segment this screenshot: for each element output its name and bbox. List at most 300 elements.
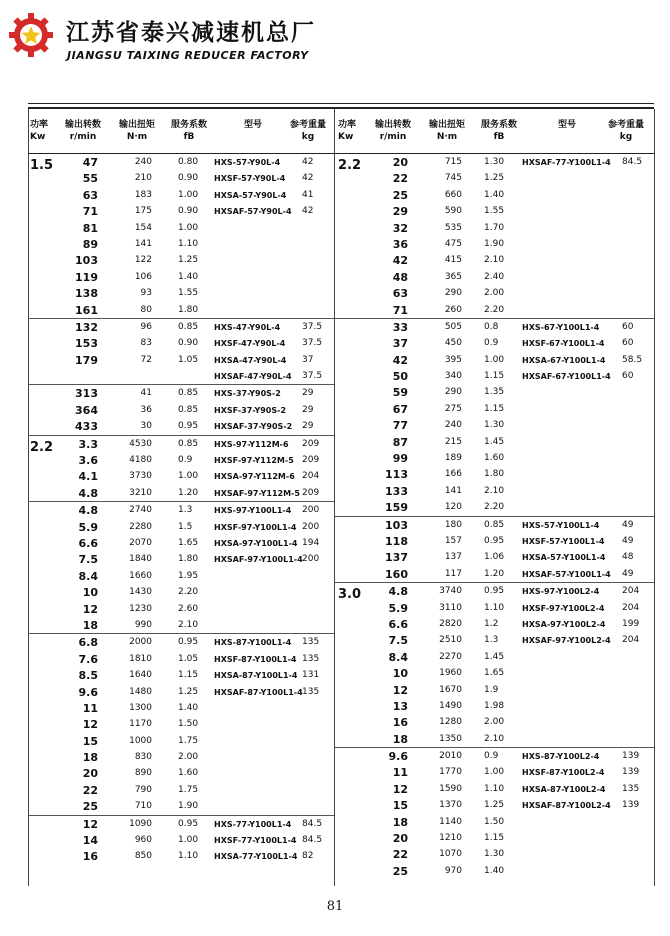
torque-cell: 1210 (439, 833, 462, 844)
table-row (334, 499, 654, 515)
torque-cell: 93 (140, 288, 152, 299)
table-row (28, 749, 334, 765)
weight-cell: 42 (302, 173, 314, 184)
table-row (334, 583, 654, 599)
torque-cell: 1280 (439, 717, 462, 728)
speed-cell: 12 (82, 817, 98, 831)
table-row (334, 335, 654, 351)
weight-cell: 135 (302, 653, 320, 664)
service-factor-cell: 1.00 (484, 354, 505, 365)
table-row (28, 584, 334, 600)
service-factor-cell: 1.15 (484, 833, 505, 844)
torque-cell: 2000 (129, 637, 152, 648)
service-factor-cell: 2.10 (484, 485, 505, 496)
weight-cell: 37.5 (302, 371, 323, 382)
speed-cell: 7.5 (78, 553, 98, 567)
torque-cell: 3730 (129, 471, 152, 482)
speed-cell: 5.9 (388, 601, 408, 615)
service-factor-cell: 1.5 (178, 521, 193, 532)
torque-cell: 1670 (439, 684, 462, 695)
header-torque: 输出扭矩 N·m (118, 120, 155, 142)
speed-cell: 103 (75, 254, 98, 268)
speed-cell: 36 (392, 237, 408, 251)
row-group (28, 319, 334, 386)
table-row (334, 781, 654, 797)
torque-cell: 41 (140, 388, 152, 399)
torque-cell: 96 (140, 321, 152, 332)
header-speed: 输出转数 r/min (374, 120, 411, 142)
table-row (334, 632, 654, 648)
speed-cell: 8.4 (78, 569, 98, 583)
model-cell: HXSA-57-Y90L-4 (214, 190, 287, 200)
speed-cell: 160 (385, 567, 408, 581)
speed-cell: 48 (392, 270, 408, 284)
service-factor-cell: 1.25 (484, 800, 505, 811)
table-row (28, 667, 334, 683)
service-factor-cell: 1.10 (178, 851, 199, 862)
torque-cell: 745 (444, 173, 462, 184)
speed-cell: 4.8 (78, 504, 98, 518)
table-row (28, 220, 334, 236)
torque-cell: 415 (444, 255, 462, 266)
weight-cell: 204 (622, 602, 640, 613)
header-model: 型号 (557, 120, 576, 130)
table-row (334, 665, 654, 681)
service-factor-cell: 1.3 (484, 635, 499, 646)
service-factor-cell: 1.35 (484, 387, 505, 398)
weight-cell: 135 (302, 686, 320, 697)
torque-cell: 1430 (129, 587, 152, 598)
header-speed: 输出转数 r/min (64, 120, 101, 142)
torque-cell: 175 (134, 206, 152, 217)
table-row (28, 848, 334, 864)
speed-cell: 67 (392, 402, 408, 416)
weight-cell: 29 (302, 388, 314, 399)
speed-cell: 42 (392, 254, 408, 268)
torque-cell: 590 (444, 206, 462, 217)
speed-cell: 55 (82, 172, 98, 186)
service-factor-cell: 0.9 (178, 455, 193, 466)
service-factor-cell: 0.95 (484, 586, 505, 597)
speed-cell: 22 (82, 783, 98, 797)
table-row (334, 187, 654, 203)
weight-cell: 42 (302, 206, 314, 217)
torque-cell: 290 (444, 288, 462, 299)
service-factor-cell: 1.9 (484, 684, 499, 695)
service-factor-cell: 1.80 (178, 554, 199, 565)
table-row (334, 269, 654, 285)
speed-cell: 179 (75, 353, 98, 367)
service-factor-cell: 2.00 (484, 717, 505, 728)
service-factor-cell: 1.40 (178, 702, 199, 713)
speed-cell: 50 (392, 370, 408, 384)
model-cell: HXSF-97-Y100L1-4 (214, 522, 297, 532)
torque-cell: 141 (444, 485, 462, 496)
table-row (28, 551, 334, 567)
table-row (334, 616, 654, 632)
speed-cell: 47 (82, 156, 98, 169)
speed-cell: 12 (82, 602, 98, 616)
table-row (334, 748, 654, 764)
service-factor-cell: 0.95 (178, 421, 199, 432)
table-row (28, 651, 334, 667)
service-factor-cell: 1.65 (484, 668, 505, 679)
table-row (334, 517, 654, 533)
service-factor-cell: 2.00 (484, 288, 505, 299)
table-row (334, 830, 654, 846)
weight-cell: 200 (302, 521, 320, 532)
service-factor-cell: 1.65 (178, 537, 199, 548)
model-cell: HXSA-97-Y112M-6 (214, 472, 295, 482)
model-cell: HXSAF-97-Y100L2-4 (522, 636, 611, 646)
torque-cell: 240 (444, 420, 462, 431)
torque-cell: 157 (444, 535, 462, 546)
table-row (28, 733, 334, 749)
table-row (334, 566, 654, 582)
speed-cell: 153 (75, 337, 98, 351)
speed-cell: 137 (385, 551, 408, 565)
service-factor-cell: 1.25 (484, 173, 505, 184)
service-factor-cell: 0.95 (178, 637, 199, 648)
speed-cell: 15 (82, 734, 98, 748)
row-group (28, 502, 334, 634)
speed-cell: 6.6 (388, 617, 408, 631)
header-torque: 输出扭矩 N·m (428, 120, 465, 142)
service-factor-cell: 1.75 (178, 784, 199, 795)
model-cell: HXSAF-37-Y90S-2 (214, 422, 293, 432)
torque-cell: 365 (444, 271, 462, 282)
service-factor-cell: 0.90 (178, 173, 199, 184)
table-row (334, 384, 654, 400)
service-factor-cell: 0.9 (484, 338, 499, 349)
model-cell: HXSA-97-Y100L1-4 (214, 538, 298, 548)
speed-cell: 364 (75, 403, 98, 417)
service-factor-cell: 2.20 (178, 587, 199, 598)
service-factor-cell: 2.40 (484, 271, 505, 282)
speed-cell: 20 (82, 767, 98, 781)
model-cell: HXSAF-87-Y100L1-4 (214, 687, 303, 697)
table-row (28, 684, 334, 700)
row-group (334, 154, 654, 319)
torque-cell: 1770 (439, 767, 462, 778)
speed-cell: 42 (392, 353, 408, 367)
power-label: 2.2 (30, 439, 54, 455)
weight-cell: 49 (622, 535, 634, 546)
model-cell: HXSA-57-Y100L1-4 (522, 553, 606, 563)
model-cell: HXSAF-97-Y100L1-4 (214, 555, 303, 565)
weight-cell: 58.5 (622, 354, 643, 365)
header-power: 功率 Kw (338, 120, 357, 142)
torque-cell: 2010 (439, 751, 462, 762)
torque-cell: 141 (134, 238, 152, 249)
table-row (28, 269, 334, 285)
service-factor-cell: 1.20 (484, 568, 505, 579)
table-row (28, 154, 334, 170)
speed-cell: 25 (392, 188, 408, 202)
torque-cell: 1960 (439, 668, 462, 679)
service-factor-cell: 1.80 (178, 304, 199, 315)
torque-cell: 1070 (439, 849, 462, 860)
service-factor-cell: 1.60 (178, 768, 199, 779)
table-row (334, 600, 654, 616)
model-cell: HXS-57-Y100L1-4 (522, 520, 600, 530)
torque-cell: 154 (134, 222, 152, 233)
service-factor-cell: 1.15 (178, 670, 199, 681)
speed-cell: 159 (385, 501, 408, 515)
weight-cell: 135 (302, 637, 320, 648)
table-row (334, 434, 654, 450)
service-factor-cell: 1.25 (178, 686, 199, 697)
torque-cell: 2740 (129, 505, 152, 516)
speed-cell: 161 (75, 303, 98, 317)
torque-cell: 1090 (129, 818, 152, 829)
torque-cell: 960 (134, 835, 152, 846)
weight-cell: 139 (622, 767, 640, 778)
header-factor: 服务系数 fB (480, 120, 517, 142)
table-row (28, 452, 334, 468)
speed-cell: 4.1 (78, 470, 98, 484)
model-cell: HXSF-37-Y90S-2 (214, 405, 287, 415)
row-group (28, 385, 334, 435)
torque-cell: 180 (444, 519, 462, 530)
speed-cell: 13 (392, 699, 408, 713)
model-cell: HXSF-97-Y100L2-4 (522, 603, 605, 613)
torque-cell: 275 (444, 403, 462, 414)
speed-cell: 4.8 (78, 486, 98, 500)
model-cell: HXSF-97-Y112M-5 (214, 456, 294, 466)
table-row (28, 352, 334, 368)
table-row (28, 832, 334, 848)
service-factor-cell: 1.20 (178, 487, 199, 498)
header-power: 功率 Kw (30, 120, 49, 142)
torque-cell: 183 (134, 189, 152, 200)
torque-cell: 166 (444, 469, 462, 480)
service-factor-cell: 1.00 (178, 189, 199, 200)
torque-cell: 340 (444, 371, 462, 382)
service-factor-cell: 1.15 (484, 371, 505, 382)
weight-cell: 139 (622, 800, 640, 811)
weight-cell: 60 (622, 338, 634, 349)
table-row (334, 220, 654, 236)
torque-cell: 2270 (439, 651, 462, 662)
weight-cell: 60 (622, 321, 634, 332)
service-factor-cell: 0.85 (178, 438, 199, 449)
weight-cell: 29 (302, 404, 314, 415)
torque-cell: 1810 (129, 653, 152, 664)
speed-cell: 16 (82, 850, 98, 864)
table-row (28, 798, 334, 814)
header-weight: 参考重量 kg (607, 120, 644, 142)
torque-cell: 1490 (439, 700, 462, 711)
speed-cell: 20 (392, 156, 408, 169)
speed-cell: 12 (82, 718, 98, 732)
service-factor-cell: 2.00 (178, 752, 199, 763)
torque-cell: 189 (444, 453, 462, 464)
page-number: 81 (326, 899, 344, 914)
service-factor-cell: 1.30 (484, 420, 505, 431)
weight-cell: 41 (302, 189, 314, 200)
weight-cell: 37.5 (302, 338, 323, 349)
weight-cell: 84.5 (622, 157, 643, 167)
torque-cell: 710 (134, 801, 152, 812)
model-cell: HXSA-97-Y100L2-4 (522, 619, 606, 629)
service-factor-cell: 1.05 (178, 354, 199, 365)
model-cell: HXSAF-57-Y100L1-4 (522, 569, 611, 579)
torque-cell: 535 (444, 222, 462, 233)
row-group (334, 319, 654, 517)
table-row (334, 203, 654, 219)
service-factor-cell: 0.85 (178, 321, 199, 332)
speed-cell: 16 (392, 716, 408, 730)
service-factor-cell: 1.80 (484, 469, 505, 480)
table-row (28, 170, 334, 186)
service-factor-cell: 1.06 (484, 552, 505, 563)
speed-cell: 18 (82, 618, 98, 632)
table-row (28, 436, 334, 452)
table-row (28, 285, 334, 301)
table-row (334, 401, 654, 417)
table-row (28, 485, 334, 501)
torque-cell: 2510 (439, 635, 462, 646)
service-factor-cell: 0.9 (484, 751, 499, 762)
speed-cell: 63 (82, 188, 98, 202)
weight-cell: 204 (622, 586, 640, 597)
table-row (28, 236, 334, 252)
table-row (28, 568, 334, 584)
table-row (334, 285, 654, 301)
speed-cell: 5.9 (78, 520, 98, 534)
weight-cell: 199 (622, 618, 640, 629)
model-cell: HXSAF-57-Y90L-4 (214, 207, 292, 217)
power-label: 3.0 (338, 587, 362, 603)
speed-cell: 32 (392, 221, 408, 235)
torque-cell: 890 (134, 768, 152, 779)
speed-cell: 14 (82, 834, 98, 848)
service-factor-cell: 0.90 (178, 338, 199, 349)
table-row (334, 483, 654, 499)
weight-cell: 84.5 (302, 818, 323, 829)
table-row (334, 450, 654, 466)
service-factor-cell: 0.80 (178, 157, 199, 167)
model-cell: HXSA-77-Y100L1-4 (214, 852, 298, 862)
table-row (334, 863, 654, 879)
model-cell: HXSAF-87-Y100L2-4 (522, 801, 611, 811)
torque-cell: 137 (444, 552, 462, 563)
speed-cell: 18 (392, 815, 408, 829)
table-row (28, 519, 334, 535)
model-cell: HXSAF-67-Y100L1-4 (522, 372, 611, 382)
model-cell: HXSF-87-Y100L1-4 (214, 654, 297, 664)
torque-cell: 475 (444, 238, 462, 249)
torque-cell: 830 (134, 752, 152, 763)
model-cell: HXSF-57-Y100L1-4 (522, 536, 605, 546)
service-factor-cell: 1.45 (484, 651, 505, 662)
weight-cell: 200 (302, 505, 320, 516)
service-factor-cell: 0.95 (484, 535, 505, 546)
speed-cell: 29 (392, 205, 408, 219)
row-group (28, 634, 334, 815)
speed-cell: 6.6 (78, 536, 98, 550)
speed-cell: 132 (75, 320, 98, 334)
torque-cell: 2820 (439, 618, 462, 629)
table-row (334, 154, 654, 170)
table-row (28, 368, 334, 384)
model-cell: HXS-87-Y100L2-4 (522, 752, 600, 762)
torque-cell: 2280 (129, 521, 152, 532)
service-factor-cell: 1.75 (178, 735, 199, 746)
table-row (28, 765, 334, 781)
service-factor-cell: 1.10 (484, 602, 505, 613)
service-factor-cell: 1.05 (178, 653, 199, 664)
table-row (334, 170, 654, 186)
torque-cell: 395 (444, 354, 462, 365)
speed-cell: 6.8 (78, 636, 98, 650)
service-factor-cell: 1.30 (484, 849, 505, 860)
torque-cell: 215 (444, 436, 462, 447)
service-factor-cell: 1.15 (484, 403, 505, 414)
torque-cell: 1350 (439, 733, 462, 744)
speed-cell: 119 (75, 270, 98, 284)
torque-cell: 790 (134, 784, 152, 795)
speed-cell: 10 (392, 667, 408, 681)
speed-cell: 18 (392, 732, 408, 746)
table-row (334, 252, 654, 268)
model-cell: HXS-37-Y90S-2 (214, 389, 281, 399)
torque-cell: 120 (444, 502, 462, 513)
torque-cell: 715 (444, 157, 462, 167)
torque-cell: 1660 (129, 570, 152, 581)
service-factor-cell: 2.10 (484, 733, 505, 744)
row-group (334, 517, 654, 584)
left-table-header (28, 109, 334, 154)
table-row (334, 368, 654, 384)
table-row (28, 634, 334, 650)
torque-cell: 290 (444, 387, 462, 398)
table-row (28, 418, 334, 434)
weight-cell: 49 (622, 519, 634, 530)
table-row (334, 466, 654, 482)
speed-cell: 71 (82, 205, 98, 219)
table-row (334, 549, 654, 565)
service-factor-cell: 2.10 (178, 619, 199, 630)
service-factor-cell: 1.00 (178, 835, 199, 846)
torque-cell: 36 (140, 404, 152, 415)
model-cell: HXSA-87-Y100L1-4 (214, 671, 298, 681)
company-logo (8, 12, 54, 58)
table-row (28, 187, 334, 203)
torque-cell: 970 (444, 865, 462, 876)
service-factor-cell: 1.50 (484, 816, 505, 827)
service-factor-cell: 1.10 (178, 238, 199, 249)
speed-cell: 3.3 (78, 437, 98, 451)
table-row (334, 319, 654, 335)
torque-cell: 106 (134, 271, 152, 282)
right-table-header (334, 109, 654, 154)
torque-cell: 72 (140, 354, 152, 365)
speed-cell: 15 (392, 799, 408, 813)
model-cell: HXSA-67-Y100L1-4 (522, 355, 606, 365)
model-cell: HXS-87-Y100L1-4 (214, 638, 292, 648)
table-row (28, 700, 334, 716)
table-row (334, 649, 654, 665)
weight-cell: 204 (622, 635, 640, 646)
table-row (28, 335, 334, 351)
model-cell: HXS-97-Y100L2-4 (522, 587, 600, 597)
row-group (28, 816, 334, 865)
torque-cell: 850 (134, 851, 152, 862)
service-factor-cell: 1.55 (178, 288, 199, 299)
service-factor-cell: 0.90 (178, 206, 199, 217)
